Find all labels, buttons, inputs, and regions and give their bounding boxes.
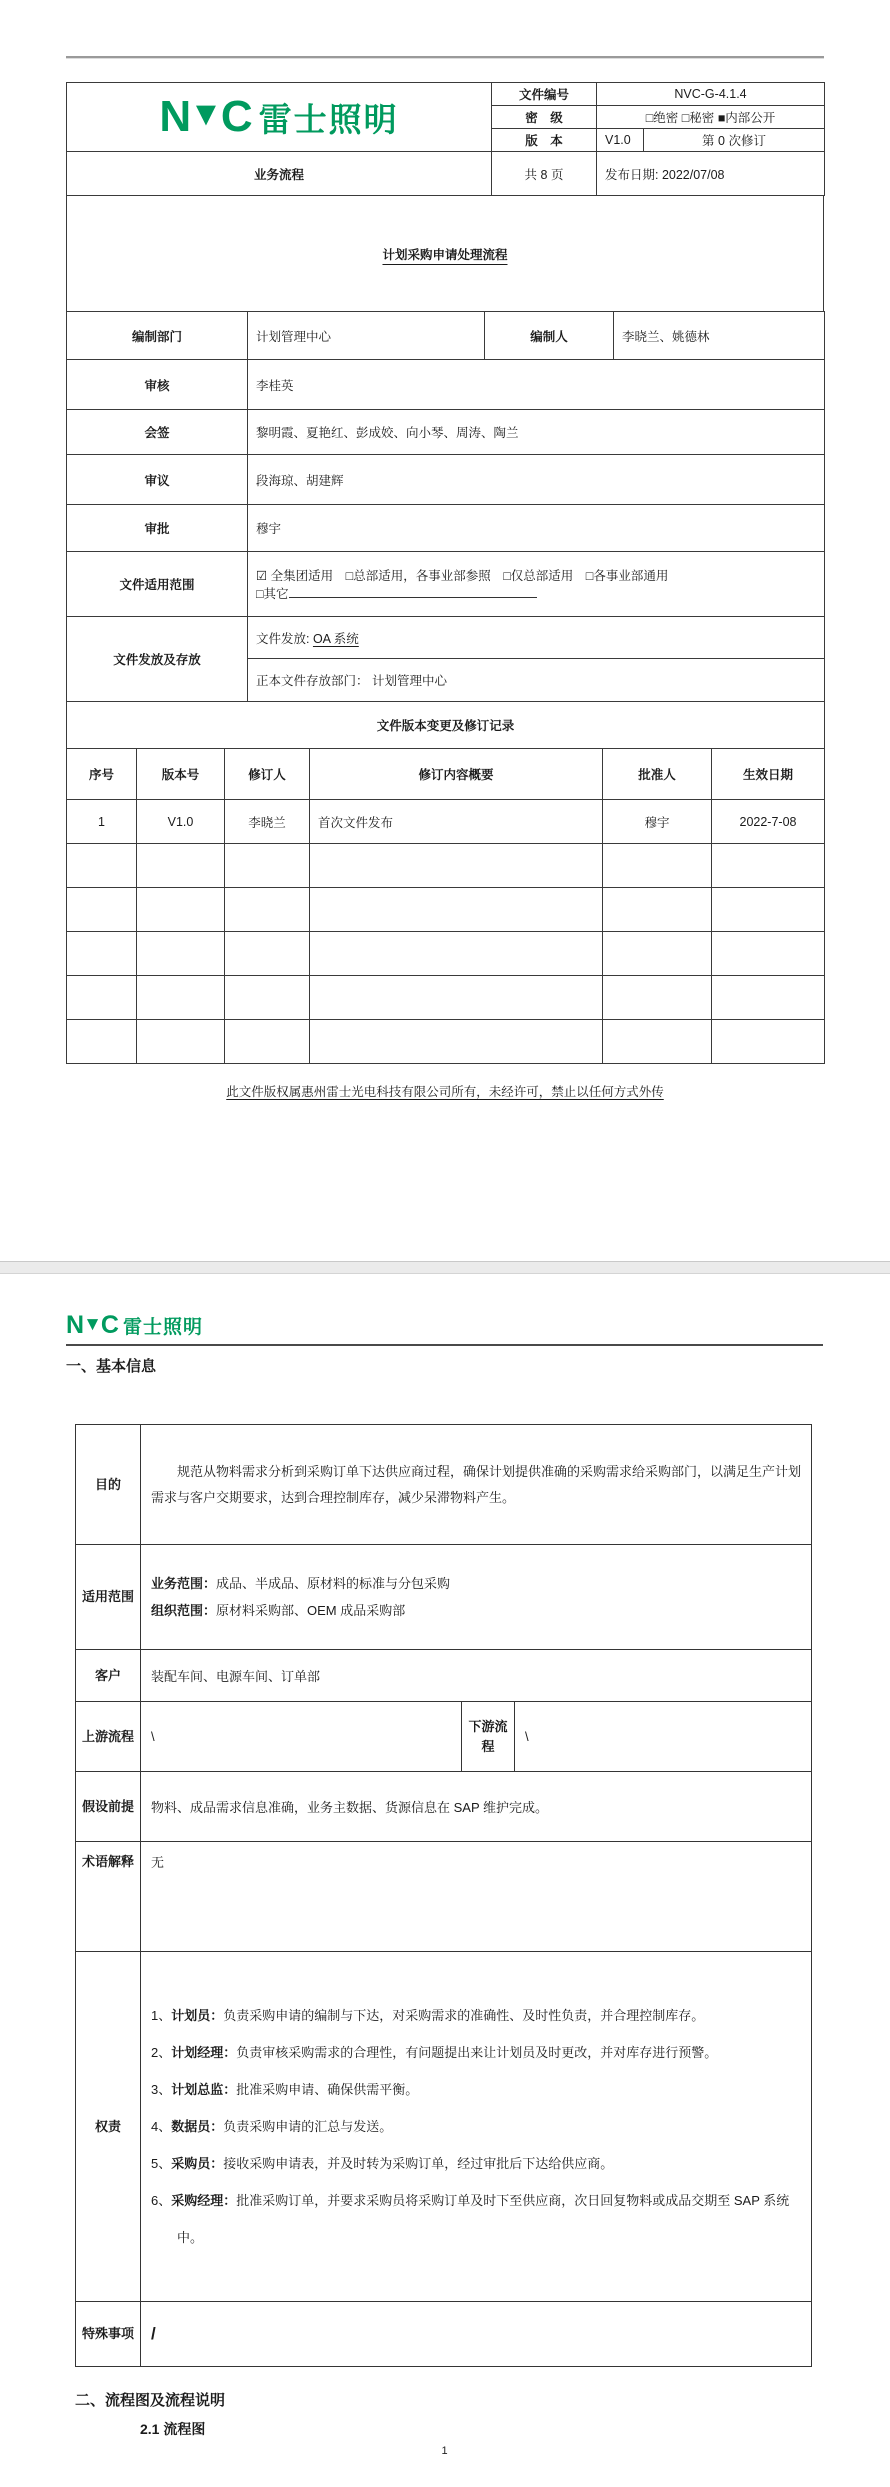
special-value: /	[141, 2302, 812, 2367]
empty-cell	[225, 976, 310, 1020]
basic-info-table-wrapper	[75, 1424, 824, 2367]
special-label: 特殊事项	[76, 2302, 141, 2367]
version-label: 版 本	[492, 129, 597, 152]
table-row	[67, 505, 825, 552]
revision-table	[66, 748, 825, 1064]
revision-empty-row	[67, 1020, 825, 1064]
terms-value: 无	[141, 1842, 812, 1952]
doc-no-value: NVC-G-4.1.4	[597, 83, 825, 106]
doc-type: 业务流程	[67, 152, 492, 196]
empty-cell	[225, 932, 310, 976]
col-header-approver: 批准人	[603, 749, 712, 800]
col-header-summary: 修订内容概要	[310, 749, 603, 800]
page-header	[66, 1312, 823, 1346]
empty-cell	[310, 976, 603, 1020]
empty-cell	[712, 888, 825, 932]
empty-cell	[712, 976, 825, 1020]
downstream-value: \	[515, 1702, 812, 1772]
business-scope-line: 业务范围：成品、半成品、原材料的标准与分包采购	[151, 1575, 451, 1591]
empty-cell	[137, 844, 225, 888]
scope-other-blank-line	[289, 584, 537, 598]
publish-date: 发布日期: 2022/07/08	[597, 152, 825, 196]
revision-empty-row	[67, 888, 825, 932]
table-row	[76, 1425, 812, 1545]
terms-label: 术语解释	[76, 1842, 141, 1952]
col-header-date: 生效日期	[712, 749, 825, 800]
empty-cell	[225, 1020, 310, 1064]
page-title: 计划采购申请处理流程	[67, 196, 824, 312]
revision-empty-row	[67, 844, 825, 888]
distribution-system: OA 系统	[312, 631, 359, 646]
doc-header-table	[66, 82, 825, 196]
table-row	[67, 455, 825, 505]
prepared-by-value: 李晓兰、姚德林	[614, 312, 825, 360]
approval-table	[66, 359, 825, 749]
col-header-no: 序号	[67, 749, 137, 800]
empty-cell	[137, 976, 225, 1020]
prepared-dept-value: 计划管理中心	[248, 312, 485, 360]
doc-title-table	[66, 195, 824, 312]
table-row	[67, 552, 825, 617]
scope-checkboxes: ☑ 全集团适用 □总部适用，各事业部参照 □仅总部适用 □各事业部通用	[256, 569, 669, 583]
empty-cell	[137, 1020, 225, 1064]
table-row	[67, 83, 825, 106]
empty-cell	[67, 888, 137, 932]
revision-row	[67, 800, 825, 844]
empty-cell	[310, 888, 603, 932]
table-row	[76, 1545, 812, 1650]
revision-no-value: 第 0 次修订	[644, 129, 825, 152]
distribution-line1	[248, 617, 825, 659]
duties-value	[141, 1952, 812, 2302]
purpose-value: 规范从物料需求分析到采购订单下达供应商过程，确保计划提供准确的采购需求给采购部门，以满足生产计划需求与客户交期要求，达到合理控制库存，减少呆滞物料产生。	[141, 1425, 812, 1545]
revision-no: 1	[67, 800, 137, 844]
scope-other-checkbox: □其它	[256, 587, 289, 601]
empty-cell	[603, 1020, 712, 1064]
col-header-reviser: 修订人	[225, 749, 310, 800]
deliberate-value: 段海琼、胡建辉	[248, 455, 825, 505]
subsection-heading-flowchart: 2.1 流程图	[140, 2421, 206, 2437]
purpose-label: 目的	[76, 1425, 141, 1545]
empty-cell	[310, 844, 603, 888]
customer-value: 装配车间、电源车间、订单部	[141, 1650, 812, 1702]
distribution-line2: 正本文件存放部门： 计划管理中心	[248, 659, 825, 702]
scope-label: 文件适用范围	[67, 552, 248, 617]
downstream-label: 下游流程	[462, 1702, 515, 1772]
duties-label: 权责	[76, 1952, 141, 2302]
duty-item: 3、计划总监：批准采购申请、确保供需平衡。	[151, 2081, 419, 2097]
table-row	[67, 196, 824, 312]
empty-cell	[712, 1020, 825, 1064]
duty-item: 6、采购经理：批准采购订单，并要求采购员将采购订单及时下至供应商，次日回复物料或成品交期至 SAP 系统中。	[151, 2193, 790, 2246]
countersign-label: 会签	[67, 410, 248, 455]
table-row	[76, 1952, 812, 2302]
approve-label: 审批	[67, 505, 248, 552]
revision-date: 2022-7-08	[712, 800, 825, 844]
deliberate-label: 审议	[67, 455, 248, 505]
prepared-by-label: 编制人	[485, 312, 614, 360]
review-value: 李桂英	[248, 360, 825, 410]
table-row	[76, 1650, 812, 1702]
distribution-label: 文件发放及存放	[67, 617, 248, 702]
section-heading-flowchart: 二、流程图及流程说明	[75, 2392, 226, 2409]
empty-cell	[137, 932, 225, 976]
empty-cell	[712, 932, 825, 976]
section-heading-basic-info: 一、基本信息	[66, 1358, 157, 1375]
distribution-prefix: 文件发放:	[256, 631, 313, 646]
revision-version: V1.0	[137, 800, 225, 844]
nvc-logo-text: 雷士照明	[258, 100, 399, 138]
table-row	[67, 702, 825, 749]
nvc-logo	[75, 94, 483, 141]
basic-info-table-lower	[75, 1771, 812, 2367]
upstream-label: 上游流程	[76, 1702, 141, 1772]
table-row	[67, 360, 825, 410]
revision-reviser: 李晓兰	[225, 800, 310, 844]
nvc-logo	[66, 1312, 823, 1339]
secrecy-checkboxes: □绝密 □秘密 ■内部公开	[597, 106, 825, 129]
revision-empty-row	[67, 976, 825, 1020]
duty-item: 2、计划经理：负责审核采购需求的合理性，有问题提出来让计划员及时更改，并对库存进行预警。	[151, 2044, 718, 2060]
empty-cell	[225, 888, 310, 932]
page-number: 1	[441, 2445, 448, 2457]
table-row	[67, 152, 825, 196]
logo-cell	[67, 83, 492, 152]
secrecy-label: 密 级	[492, 106, 597, 129]
review-label: 审核	[67, 360, 248, 410]
scope-value	[141, 1545, 812, 1650]
prepared-table	[66, 311, 825, 360]
table-row	[76, 1772, 812, 1842]
empty-cell	[67, 976, 137, 1020]
empty-cell	[67, 932, 137, 976]
basic-info-table	[75, 1424, 812, 1702]
approve-value: 穆宇	[248, 505, 825, 552]
prepared-dept-label: 编制部门	[67, 312, 248, 360]
revision-section-title: 文件版本变更及修订记录	[67, 702, 825, 749]
duty-item: 4、数据员：负责采购申请的汇总与发送。	[151, 2118, 393, 2134]
revision-header-row	[67, 749, 825, 800]
revision-summary: 首次文件发布	[310, 800, 603, 844]
duty-item: 5、采购员：接收采购申请表，并及时转为采购订单，经过审批后下达给供应商。	[151, 2156, 614, 2172]
table-row	[76, 2302, 812, 2367]
empty-cell	[310, 1020, 603, 1064]
page-count: 共 8 页	[492, 152, 597, 196]
scope-label: 适用范围	[76, 1545, 141, 1650]
empty-cell	[603, 976, 712, 1020]
nvc-logo-mark-icon: N▼C	[159, 92, 251, 141]
document-page-2	[0, 1274, 890, 2487]
page-header-rule	[66, 56, 824, 58]
scope-value	[248, 552, 825, 617]
empty-cell	[603, 888, 712, 932]
countersign-value: 黎明霞、夏艳红、彭成姣、向小琴、周涛、陶兰	[248, 410, 825, 455]
empty-cell	[225, 844, 310, 888]
premise-label: 假设前提	[76, 1772, 141, 1842]
empty-cell	[712, 844, 825, 888]
page-separator	[0, 1261, 890, 1274]
table-row	[67, 312, 825, 360]
table-row	[76, 1702, 812, 1772]
nvc-logo-text: 雷士照明	[122, 1317, 203, 1338]
empty-cell	[603, 932, 712, 976]
nvc-logo-mark-icon: N▼C	[66, 1311, 118, 1339]
col-header-version: 版本号	[137, 749, 225, 800]
scope-other-line	[256, 584, 816, 602]
revision-empty-row	[67, 932, 825, 976]
empty-cell	[603, 844, 712, 888]
premise-value: 物料、成品需求信息准确，业务主数据、货源信息在 SAP 维护完成。	[141, 1772, 812, 1842]
empty-cell	[67, 844, 137, 888]
upstream-value: \	[141, 1702, 462, 1772]
version-value: V1.0	[597, 129, 644, 152]
org-scope-line: 组织范围：原材料采购部、OEM 成品采购部	[151, 1603, 406, 1618]
duty-item: 1、计划员：负责采购申请的编制与下达，对采购需求的准确性、及时性负责，并合理控制库存。	[151, 2007, 705, 2023]
table-row	[76, 1842, 812, 1952]
table-row	[67, 617, 825, 659]
copyright-notice: 此文件版权属惠州雷士光电科技有限公司所有，未经许可，禁止以任何方式外传	[226, 1085, 664, 1099]
customer-label: 客户	[76, 1650, 141, 1702]
empty-cell	[137, 888, 225, 932]
stream-table	[75, 1701, 812, 1772]
table-row	[67, 410, 825, 455]
revision-approver: 穆宇	[603, 800, 712, 844]
empty-cell	[67, 1020, 137, 1064]
doc-no-label: 文件编号	[492, 83, 597, 106]
empty-cell	[310, 932, 603, 976]
